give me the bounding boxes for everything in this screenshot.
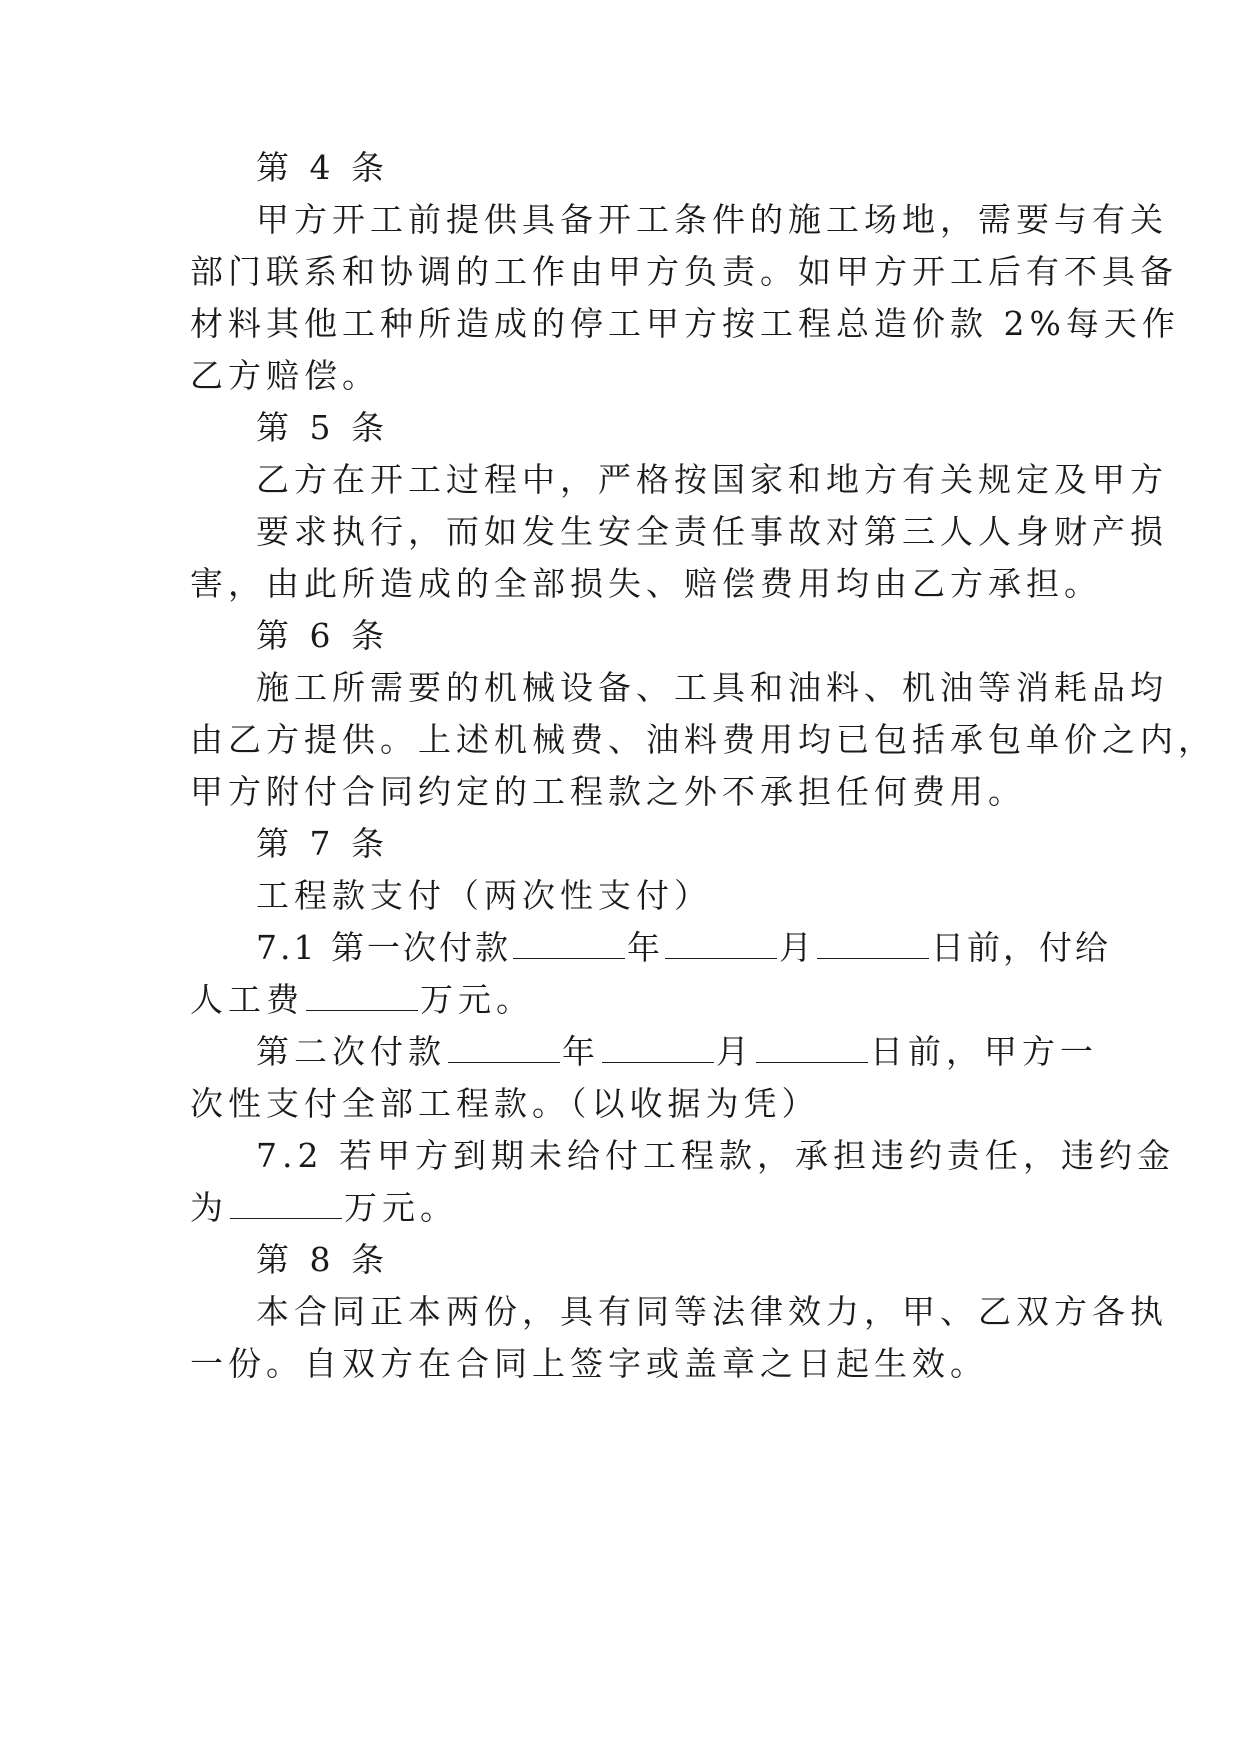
article-7-heading: 第 7 条 bbox=[256, 824, 389, 863]
clause-7-1-prefix: 7.1 第一次付款 bbox=[256, 928, 511, 967]
article-7-subtitle: 工程款支付（两次性支付） bbox=[256, 876, 712, 915]
clause-7-2-suffix: 万元。 bbox=[344, 1188, 458, 1227]
article-5-line-2: 要求执行，而如发生安全责任事故对第三人人身财产损 bbox=[256, 512, 1168, 551]
article-6-line-1: 施工所需要的机械设备、工具和油料、机油等消耗品均 bbox=[256, 668, 1168, 707]
first-payment-day-blank[interactable] bbox=[817, 930, 929, 959]
article-4-line-2: 部门联系和协调的工作由甲方负责。如甲方开工后有不具备 bbox=[190, 252, 1178, 291]
clause-7-1-year-label: 年 bbox=[626, 928, 663, 967]
second-payment-prefix: 第二次付款 bbox=[256, 1032, 446, 1071]
penalty-amount-blank[interactable] bbox=[230, 1190, 342, 1219]
article-8-line-1: 本合同正本两份，具有同等法律效力，甲、乙双方各执 bbox=[256, 1292, 1168, 1331]
clause-7-1-line-2 bbox=[190, 980, 1046, 1020]
article-6-heading: 第 6 条 bbox=[256, 616, 389, 655]
first-payment-month-blank[interactable] bbox=[665, 930, 777, 959]
second-payment-day-blank[interactable] bbox=[756, 1034, 868, 1063]
article-6-line-2: 由乙方提供。上述机械费、油料费用均已包括承包单价之内， bbox=[190, 720, 1216, 759]
first-payment-year-blank[interactable] bbox=[513, 930, 625, 959]
article-6-line-3: 甲方附付合同约定的工程款之外不承担任何费用。 bbox=[190, 772, 1026, 811]
clause-7-1-labor-prefix: 人工费 bbox=[190, 980, 304, 1019]
article-5-heading: 第 5 条 bbox=[256, 408, 389, 447]
second-payment-year-label: 年 bbox=[562, 1032, 600, 1071]
clause-7-1-line-1 bbox=[256, 928, 1111, 968]
article-8-line-2: 一份。自双方在合同上签字或盖章之日起生效。 bbox=[190, 1344, 988, 1383]
article-4-line-3: 材料其他工种所造成的停工甲方按工程总造价款 2%每天作 bbox=[190, 304, 1180, 343]
second-payment-year-blank[interactable] bbox=[448, 1034, 560, 1063]
clause-7-2-prefix: 为 bbox=[190, 1188, 228, 1227]
second-payment-line-2: 次性支付全部工程款。（以收据为凭） bbox=[190, 1084, 820, 1123]
article-8-heading: 第 8 条 bbox=[256, 1240, 389, 1279]
article-5-line-1: 乙方在开工过程中，严格按国家和地方有关规定及甲方 bbox=[256, 460, 1168, 499]
second-payment-month-label: 月 bbox=[716, 1032, 754, 1071]
second-payment-month-blank[interactable] bbox=[602, 1034, 714, 1063]
labor-fee-amount-blank[interactable] bbox=[306, 982, 418, 1011]
article-5-line-3: 害，由此所造成的全部损失、赔偿费用均由乙方承担。 bbox=[190, 564, 1102, 603]
clause-7-2-line-2 bbox=[190, 1188, 1046, 1228]
clause-7-1-month-label: 月 bbox=[778, 928, 815, 967]
clause-7-1-day-suffix: 日前，付给 bbox=[930, 928, 1111, 967]
clause-7-1-labor-suffix: 万元。 bbox=[420, 980, 534, 1019]
second-payment-day-suffix: 日前，甲方一 bbox=[870, 1032, 1098, 1071]
clause-7-2-line-1: 7.2 若甲方到期未给付工程款，承担违约责任，违约金 bbox=[256, 1136, 1175, 1175]
article-4-line-1: 甲方开工前提供具备开工条件的施工场地，需要与有关 bbox=[256, 200, 1168, 239]
second-payment-line-1 bbox=[256, 1032, 1098, 1072]
article-4-line-4: 乙方赔偿。 bbox=[190, 356, 380, 395]
article-4-heading: 第 4 条 bbox=[256, 148, 389, 187]
